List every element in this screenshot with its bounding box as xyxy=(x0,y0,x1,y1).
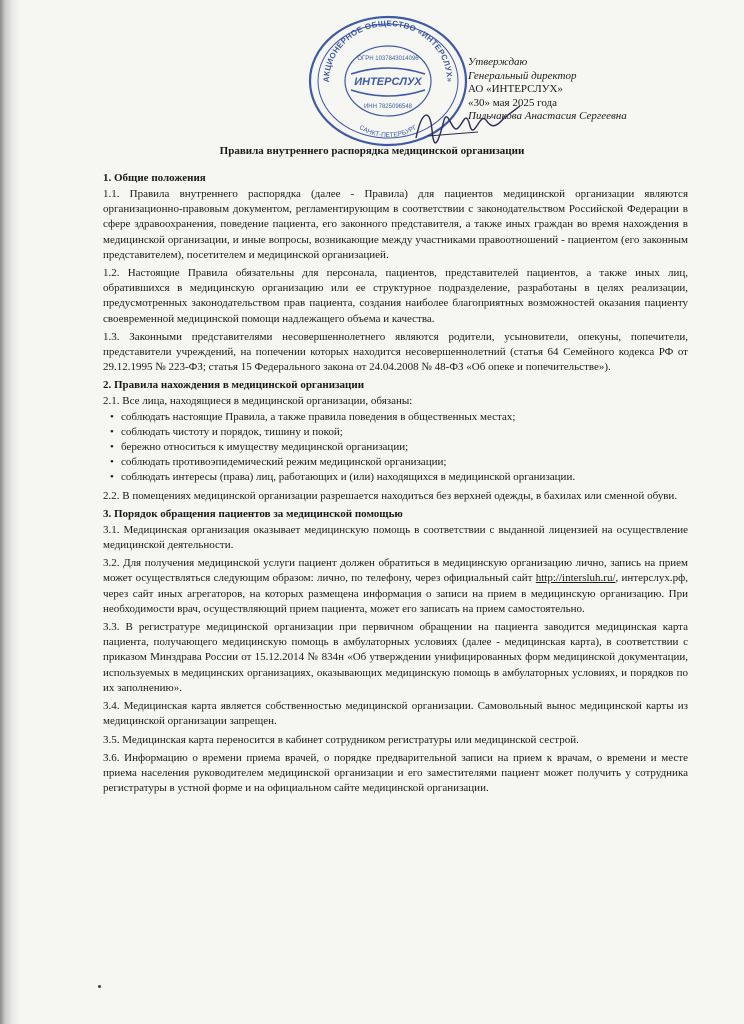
seal-org-ring: АКЦИОНЕРНОЕ ОБЩЕСТВО «ИНТЕРСЛУХ» xyxy=(321,18,455,83)
approval-line-3: АО «ИНТЕРСЛУХ» xyxy=(468,83,563,95)
paragraph-2-1: 2.1. Все лица, находящиеся в медицинской организации, обязаны: xyxy=(103,395,413,408)
paragraph-3-2-end: , интерслух.рф, через сайт иных агрегаторов, на которых размещена информация о записи на прием в медицинскую организацию. При необходимости врач, осуществляющий прием пациента, может его записать на прием самостоятельно. xyxy=(103,572,688,615)
list-item: • соблюдать противоэпидемический режим медицинской организации; xyxy=(103,455,688,470)
seal-inn: ИНН 7825096548 xyxy=(363,104,413,110)
official-site-link[interactable]: http://intersluh.ru/ xyxy=(535,572,616,585)
section-3-heading: 3. Порядок обращения пациентов за медицинской помощью xyxy=(103,507,403,520)
paragraph-1-3: 1.3. Законными представителями несовершеннолетнего являются родители, усыновители, опекуны, попечители, представители учреждений, на попечении которых находится несовершеннолетний (статья 64 Семейного кодекса РФ от 29.12.1995 № 223-ФЗ; статья 15 Федерального закона от 24.04.2008 № 48-ФЗ «Об опеке и попечительстве»). xyxy=(103,330,688,374)
section-1-heading: 1. Общие положения xyxy=(103,172,206,184)
document-body xyxy=(103,168,688,799)
paragraph-3-1: 3.1. Медицинская организация оказывает медицинскую помощь в соответствии с выданной лицензией на осуществление медицинской деятельности. xyxy=(103,523,688,552)
seal-center: ИНТЕРСЛУХ xyxy=(354,76,422,88)
approval-line-5: Пильчакова Анастасия Сергеевна xyxy=(468,110,627,122)
scan-speck xyxy=(98,985,101,988)
document-title: Правила внутреннего распорядка медицинской организации xyxy=(219,145,525,157)
list-item: • бережно относиться к имуществу медицинской организации; xyxy=(103,440,688,455)
paragraph-3-6: 3.6. Информацию о времени приема врачей, о порядке предварительной записи на прием к врачам, о времени и месте приема населения руководителем медицинской организации и его заместителями пациент может получить у сотрудника регистратуры в устной форме и на официальном сайте медицинской организации. xyxy=(103,751,688,795)
paragraph-2-2: 2.2. В помещениях медицинской организации разрешается находиться без верхней одежды, в бахилах или сменной обуви. xyxy=(103,489,678,502)
paragraph-3-3: 3.3. В регистратуре медицинской организации при первичном обращении на пациента заводится медицинская карта пациента, получающего медицинскую помощь в амбулаторных условиях (далее - медицинская карта), в соответствии с приказом Минздрава России от 15.12.2014 № 834н «Об утверждении унифицированных форм медицинской документации, используемых в медицинских организациях, оказывающих медицинскую помощь в амбулаторных условиях, и порядков по их заполнению». xyxy=(103,621,688,694)
seal-city: САНКТ-ПЕТЕРБУРГ xyxy=(357,124,419,140)
paragraph-1-1: 1.1. Правила внутреннего распорядка (далее - Правила) для пациентов медицинской организации являются организационно-правовым документом, регламентирующим в соответствии с законодательством Российской Федерации в сфере здравоохранения, поведение пациента, его законного представителя, а также иных граждан во время нахождения в медицинской организации, и иные вопросы, возникающие между участниками правоотношений - пациентом (его законным представителем), посетителем и медицинской организацией. xyxy=(103,188,688,261)
paragraph-3-4: 3.4. Медицинская карта является собственностью медицинской организации. Самовольный вынос медицинской карты из медицинской организации запрещен. xyxy=(103,700,688,728)
paragraph-1-2: 1.2. Настоящие Правила обязательны для персонала, пациентов, представителей пациентов, а также иных лиц, обратившихся в медицинскую организацию или ее структурное подразделение, разработаны в целях реализации, предусмотренных законодательством прав пациента, создания наиболее благоприятных возможностей оказания пациенту своевременной медицинской помощи надлежащего объема и качества. xyxy=(103,267,688,325)
paragraph-3-5: 3.5. Медицинская карта переносится в кабинет сотрудником регистратуры или медицинской сестрой. xyxy=(103,733,579,746)
section-2-heading: 2. Правила нахождения в медицинской организации xyxy=(103,379,365,392)
approval-line-1: Утверждаю xyxy=(468,56,528,68)
list-item: • соблюдать чистоту и порядок, тишину и покой; xyxy=(103,425,688,440)
seal-ogrn: ОГРН 1037843014096 xyxy=(357,56,419,62)
list-item: • соблюдать настоящие Правила, а также правила поведения в общественных местах; xyxy=(103,410,688,425)
director-signature xyxy=(408,100,528,150)
paragraph-3-2-start: 3.2. Для получения медицинской услуги пациент должен обратиться в медицинскую организацию лично, запись на прием может осуществляться следующим образом: лично, по телефону, через официальный сайт xyxy=(103,557,688,585)
list-item: • соблюдать интересы (права) лиц, работающих и (или) находящихся в медицинской организации. xyxy=(103,470,688,485)
paragraph-3-2 xyxy=(103,556,688,617)
approval-line-4: «30» мая 2025 года xyxy=(468,96,557,109)
obligations-list xyxy=(103,410,688,486)
approval-line-2: Генеральный директор xyxy=(468,69,577,82)
